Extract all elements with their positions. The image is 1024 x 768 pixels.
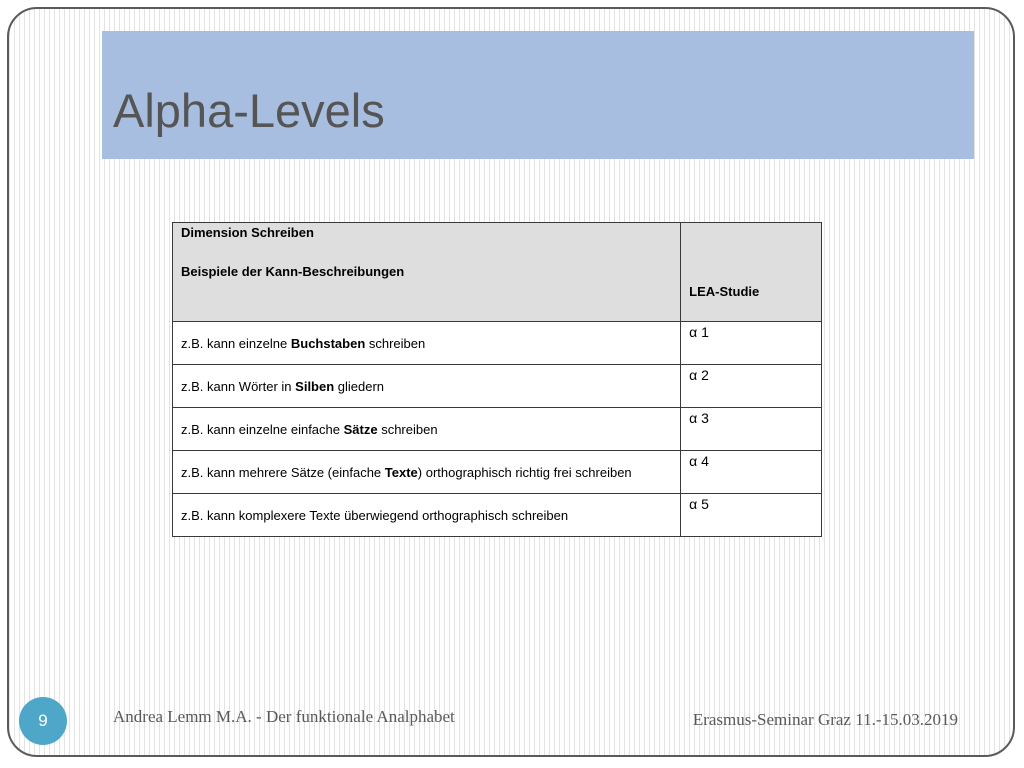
row-text: gliedern	[334, 378, 385, 394]
footer-author: Andrea Lemm M.A. - Der funktionale Analphabet	[113, 707, 455, 726]
row-text: z.B. kann Wörter in	[181, 378, 296, 394]
row-keyword: Silben	[295, 378, 335, 394]
row-description	[173, 365, 681, 408]
row-level: α 5	[681, 494, 822, 537]
table-row	[173, 322, 822, 365]
row-keyword: Texte	[384, 464, 418, 480]
row-text: z.B. kann einzelne einfache	[181, 421, 344, 437]
row-level: α 3	[681, 408, 822, 451]
row-text: schreiben	[365, 335, 426, 351]
alpha-levels-table	[172, 222, 822, 537]
table-row	[173, 451, 822, 494]
row-level: α 1	[681, 322, 822, 365]
table-row	[173, 494, 822, 537]
row-text: schreiben	[377, 421, 438, 437]
row-description	[173, 494, 681, 537]
header-description-cell	[173, 223, 681, 322]
row-description	[173, 451, 681, 494]
header-level-cell: LEA-Studie	[681, 223, 822, 322]
header-dimension-label: Dimension Schreiben	[181, 225, 314, 240]
slide	[7, 7, 1015, 757]
footer-event: Erasmus-Seminar Graz 11.-15.03.2019	[692, 710, 958, 729]
row-level: α 2	[681, 365, 822, 408]
table-header-row	[173, 223, 822, 322]
header-examples-label: Beispiele der Kann-Beschreibungen	[181, 264, 405, 279]
row-level: α 4	[681, 451, 822, 494]
table-row	[173, 408, 822, 451]
title-bar	[102, 31, 974, 159]
row-keyword: Buchstaben	[290, 335, 366, 351]
page-number-badge: 9	[19, 697, 67, 745]
slide-title: Alpha-Levels	[113, 84, 385, 137]
row-keyword: Sätze	[343, 421, 378, 437]
row-text: ) orthographisch richtig frei schreiben	[417, 464, 632, 480]
row-text: z.B. kann einzelne	[181, 335, 291, 351]
row-text: z.B. kann mehrere Sätze (einfache	[181, 464, 385, 480]
row-description	[173, 408, 681, 451]
row-description	[173, 322, 681, 365]
table-row	[173, 365, 822, 408]
row-text: z.B. kann komplexere Texte überwiegend orthographisch schreiben	[181, 507, 569, 523]
